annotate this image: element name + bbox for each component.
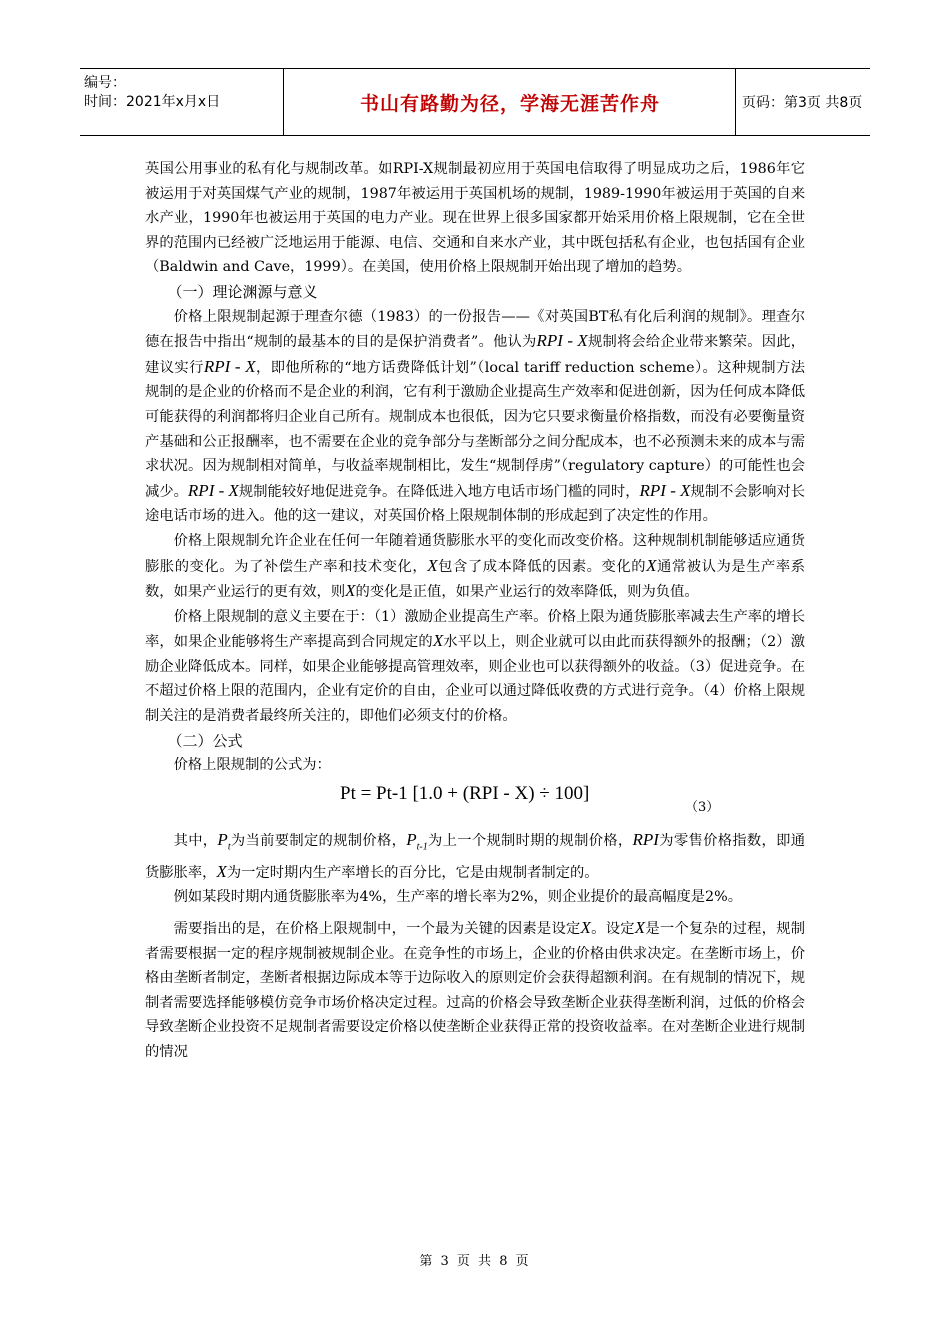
math-subscript: t: [227, 841, 231, 853]
math-x: X: [580, 918, 591, 938]
text-run: 价格上限规制起源于理查尔德（1983）的一份报告——《对英国BT私有化后利润的规制》。理查尔德在报告中指出“规制的最基本的目的是保护消费者”。他认为: [145, 308, 805, 351]
text-run: 其中，: [173, 832, 218, 849]
text-run: 需要指出的是，在价格上限规制中，一个最为关键的因素是设定: [173, 921, 581, 938]
price-cap-formula: Pt = Pt-1 [1.0 + (RPI - X) ÷ 100]: [340, 782, 590, 804]
text-run: 规制将会给企业带来繁荣。因此，建议实行: [145, 334, 805, 376]
math-x: X: [634, 918, 646, 938]
math-rpix: RPI - X: [536, 331, 588, 351]
section-heading: （一）理论渊源与意义: [167, 282, 318, 301]
math-rpix: RPI - X: [187, 480, 239, 500]
section-heading: （二）公式: [167, 731, 243, 750]
paragraph: [145, 529, 805, 605]
math-pt: [217, 829, 231, 853]
text-run: ，即他所称的“地方话费降低计划”（local tariff reduction scheme）。这种规制方法规制的是企业的价格而不是企业的利润，它有利于激励企业提高生产效率和促进创新，因为任何成本降低可能获得的利润都将归企业自己所有。规制成本也很低，因为它只要求衡量价格指数，而没有必要衡量资产基础和公正报酬率，也不需要在企业的竞争部分与垄断部分之间分配成本，也不必预测未来的成本与需求状况。因为规制相对简单，与收益率规制相比，发生“规制俘虏”（regulatory capture）的可能性也会减少。: [145, 359, 805, 500]
paragraph: 价格上限规制的公式为：: [173, 757, 331, 774]
paragraph: 英国公用事业的私有化与规制改革。如RPI-X规制最初应用于英国电信取得了明显成功之后，1986年它被运用于对英国煤气产业的规制，1987年被运用于英国机场的规制，1989-1990年被运用于英国的自来水产业，1990年也被运用于英国的电力产业。现在世界上很多国家都开始采用价格上限规制，它在全世界的范围内已经被广泛地运用于能源、电信、交通和自来水产业，其中既包括私有企业，也包括国有企业（Baldwin and Cave，1999）。在美国，使用价格上限规制开始出现了增加的趋势。: [145, 161, 805, 276]
header-meta: [80, 69, 284, 135]
text-run: 水平以上，则企业就可以由此而获得额外的报酬；（2）激励企业降低成本。同样，如果企业能够提高管理效率，则企业也可以获得额外的收益。（3）促进竞争。在不超过价格上限的范围内，企业有定价的自由，企业可以通过降低收费的方式进行竞争。（4）价格上限规制关注的是消费者最终所关注的，即他们必须支付的价格。: [145, 634, 805, 725]
math-x: X: [345, 581, 356, 601]
text-run: 价格上限规制允许企业在任何一年随着通货膨胀水平的变化而改变价格。这种规制机制能够适应通货膨胀的变化。为了补偿生产率和技术变化，: [145, 532, 805, 575]
paragraph: [145, 305, 805, 529]
header-motto: 书山有路勤为径，学海无涯苦作舟: [285, 69, 736, 135]
page-footer: 第 3 页 共 8 页: [419, 1254, 531, 1269]
text-run: 。设定: [590, 921, 635, 938]
paragraph: 例如某段时期内通货膨胀率为4%，生产率的增长率为2%，则企业提价的最高幅度是2%。: [173, 889, 743, 906]
math-rpi: RPI: [632, 829, 659, 849]
text-run: 价格上限规制的意义主要在于：（1）激励企业提高生产率。价格上限为通货膨胀率减去生产率的增长率，如果企业能够将生产率提高到合同规定的: [145, 608, 805, 651]
paragraph: [145, 916, 805, 1065]
math-symbol: P: [406, 829, 417, 849]
paragraph: [145, 605, 805, 729]
formula-block: [145, 778, 805, 822]
math-symbol: P: [217, 829, 228, 849]
math-x: X: [432, 631, 444, 651]
math-x: X: [216, 861, 227, 881]
math-pt1: [406, 829, 428, 853]
paragraph: [145, 828, 805, 886]
math-x: X: [427, 555, 438, 575]
time-label: 时间：2021年x月x日: [84, 94, 221, 110]
text-run: 通常被认为是生产率系数，如果产业运行的更有效，则: [145, 558, 806, 601]
page-header: [80, 68, 870, 136]
text-run: 为当前要制定的规制价格，: [230, 832, 407, 849]
math-x: X: [646, 555, 657, 575]
header-page-label: 页码：第3页 共8页: [742, 95, 863, 111]
math-rpix: RPI - X: [639, 480, 691, 500]
text-run: 是一个复杂的过程，规制者需要根据一定的程序规制被规制企业。在竞争性的市场上，企业的价格由供求决定。在垄断市场上，价格由垄断者制定，垄断者根据边际成本等于边际收入的原则定价会获得超额利润。在有规制的情况下，规制者需要选择能够模仿竞争市场价格决定过程。过高的价格会导致垄断企业获得垄断利润，过低的价格会导致垄断企业投资不足规制者需要设定价格以使垄断企业获得正常的投资收益率。在对垄断企业进行规制的情况: [145, 921, 806, 1060]
text-run: 为一定时期内生产率增长的百分比，它是由规制者制定的。: [226, 864, 599, 881]
equation-number: （3）: [685, 799, 720, 815]
text-run: 为零售价格指数，即通货膨胀率，: [145, 832, 806, 881]
text-run: 为上一个规制时期的规制价格，: [427, 832, 633, 849]
text-run: 规制不会影响对长途电话市场的进入。他的这一建议，对英国价格上限规制体制的形成起到了决定性的作用。: [145, 483, 805, 525]
math-subscript: t-1: [416, 841, 428, 853]
text-run: 规制能较好地促进竞争。在降低进入地方电话市场门槛的同时，: [238, 483, 640, 500]
text-run: 包含了成本降低的因素。变化的: [437, 558, 647, 575]
document-body: [145, 157, 805, 1065]
text-run: 的变化是正值，如果产业运行的效率降低，则为负值。: [355, 584, 699, 601]
math-rpix: RPI - X: [203, 356, 256, 376]
code-label: 编号：: [84, 75, 126, 91]
